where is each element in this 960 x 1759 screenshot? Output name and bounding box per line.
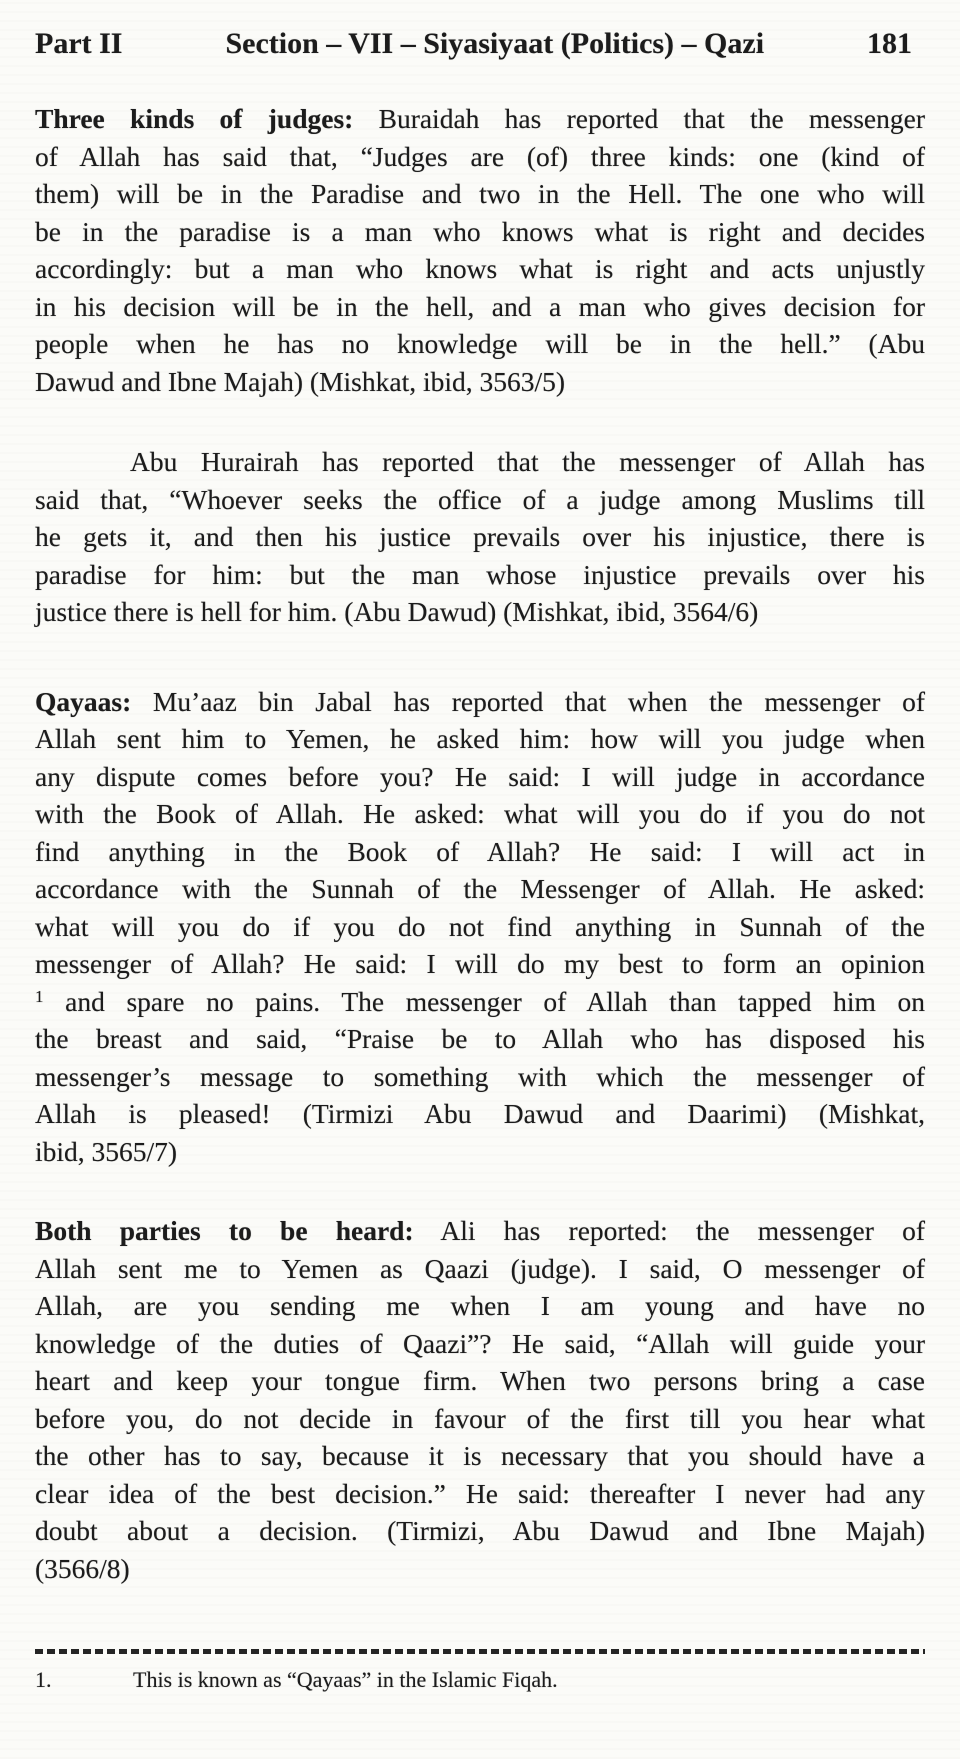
text-line: messenger of Allah? He said: I will do my best to form an opinion — [35, 948, 925, 979]
text-line: the other has to say, because it is necessary that you should have a — [35, 1440, 925, 1471]
text-line: what will you do if you do not find anything in Sunnah of the — [35, 910, 925, 942]
text-line: (3566/8) — [35, 1552, 130, 1584]
paragraph — [35, 683, 925, 1171]
text-line: Allah is pleased! (Tirmizi Abu Dawud and Daarimi) (Mishkat, — [35, 1098, 925, 1129]
text-line: messenger’s message to something with which the messenger of — [35, 1060, 925, 1092]
text-line: Abu Hurairah has reported that the messenger of Allah has — [130, 446, 925, 477]
text-line: Allah, are you sending me when I am young and have no — [35, 1290, 925, 1321]
paragraph — [35, 1212, 925, 1587]
text-line: find anything in the Book of Allah? He said: I will act in — [35, 835, 925, 867]
text-line: Three kinds of judges: Buraidah has reported that the messenger — [35, 103, 926, 134]
footnote-separator — [35, 1649, 925, 1654]
page-body — [0, 62, 960, 1587]
text-line: accordance with the Sunnah of the Messenger of Allah. He asked: — [35, 873, 925, 904]
text-line: Allah sent him to Yemen, he asked him: how will you judge when — [35, 723, 925, 754]
footnote-ref-1: 1 — [35, 986, 44, 1006]
text-line: heart and keep your tongue firm. When two persons bring a case — [35, 1365, 925, 1396]
text-line: he gets it, and then his justice prevails over his injustice, there is — [35, 521, 925, 552]
footnote-text: This is known as “Qayaas” in the Islamic Fiqah. — [133, 1667, 558, 1692]
text-line: the breast and said, “Praise be to Allah who has disposed his — [35, 1023, 925, 1054]
text-line: justice there is hell for him. (Abu Dawud) (Mishkat, ibid, 3564/6) — [35, 596, 759, 627]
header-part-label: Part II — [35, 27, 123, 60]
paragraph-heading: Three kinds of judges: — [35, 103, 354, 134]
text-line: Qayaas: Mu’aaz bin Jabal has reported that when the messenger of — [35, 685, 925, 717]
header-page-number: 181 — [867, 27, 912, 60]
text-line: Both parties to be heard: Ali has reported: the messenger of — [35, 1215, 925, 1246]
paragraph — [35, 100, 925, 400]
text-line: them) will be in the Paradise and two in the Hell. The one who will — [35, 178, 925, 209]
paragraph-heading: Both parties to be heard: — [35, 1215, 414, 1246]
text-line: with the Book of Allah. He asked: what will you do if you do not — [35, 798, 925, 829]
footnote-number: 1. — [35, 1667, 52, 1692]
text-line: any dispute comes before you? He said: I will judge in accordance — [35, 760, 925, 792]
header-section-title: Section – VII – Siyasiyaat (Politics) – Qazi — [225, 27, 765, 60]
text-line: doubt about a decision. (Tirmizi, Abu Dawud and Ibne Majah) — [35, 1515, 925, 1546]
text-line: ibid, 3565/7) — [35, 1135, 178, 1167]
text-line: be in the paradise is a man who knows what is right and decides — [35, 215, 925, 247]
text-line: knowledge of the duties of Qaazi”? He said, “Allah will guide your — [35, 1327, 925, 1359]
text-line: of Allah has said that, “Judges are (of) three kinds: one (kind of — [35, 140, 925, 172]
text-line: clear idea of the best decision.” He said: thereafter I never had any — [35, 1477, 925, 1509]
text-line: Allah sent me to Yemen as Qaazi (judge). I said, O messenger of — [35, 1252, 925, 1284]
text-line: in his decision will be in the hell, and a man who gives decision for — [35, 290, 925, 322]
text-line: accordingly: but a man who knows what is right and acts unjustly — [35, 253, 925, 284]
text-line: paradise for him: but the man whose injustice prevails over his — [35, 558, 925, 590]
text-line: people when he has no knowledge will be in the hell.” (Abu — [35, 328, 925, 359]
page-header — [0, 0, 960, 62]
paragraph — [35, 443, 925, 631]
paragraph-heading: Qayaas: — [35, 685, 132, 717]
text-line: before you, do not decide in favour of the first till you hear what — [35, 1402, 925, 1434]
text-line: $^1$ and spare no pains. The messenger of Allah than tapped him on — [35, 985, 925, 1017]
text-line: said that, “Whoever seeks the office of a judge among Muslims till — [35, 483, 925, 515]
footnote — [0, 1665, 960, 1695]
text-line: Dawud and Ibne Majah) (Mishkat, ibid, 3563/5) — [35, 365, 566, 397]
